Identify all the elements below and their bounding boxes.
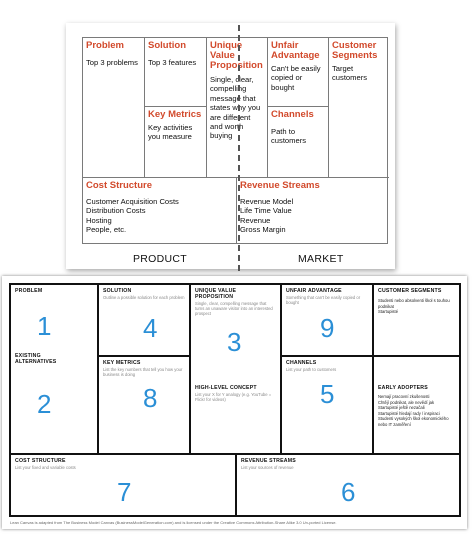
solution-title: SOLUTION <box>103 288 132 294</box>
uvp-title: UNIQUE VALUE PROPOSITION <box>195 288 237 300</box>
top-cost-structure-lines <box>86 197 233 235</box>
cost-structure-cell <box>11 455 237 515</box>
early-adopter-note: Startupisté ještě nezačali <box>378 405 425 411</box>
channels-cell <box>282 357 374 455</box>
top-uvp-body: Single, clear, compelling message that states why you are different and worth buying <box>210 75 261 141</box>
top-key-metrics-title: Key Metrics <box>148 109 202 120</box>
top-lean-canvas-grid <box>82 37 388 244</box>
top-customer-segments-title: Customer Segments <box>332 40 378 61</box>
uvp-number: 3 <box>227 327 242 357</box>
top-customer-segments-body: Target customers <box>332 64 368 83</box>
unfair-advantage-title: UNFAIR ADVANTAGE <box>286 288 342 294</box>
existing-alternatives-number: 2 <box>37 389 52 419</box>
top-revenue-line: Revenue Model <box>240 197 294 206</box>
customer-segment-note: Studenti nebo absolventi škol s touhou podnikat <box>378 298 450 309</box>
key-metrics-number: 8 <box>143 383 158 413</box>
top-revenue-line: Life Time Value <box>240 206 292 216</box>
unfair-advantage-number: 9 <box>320 313 335 343</box>
cost-structure-number: 7 <box>117 477 132 507</box>
top-solution-title: Solution <box>148 40 186 51</box>
high-level-concept-hint: List your X for Y analogy (e.g. YouTube = Flickr for videos) <box>195 392 272 403</box>
revenue-streams-title: REVENUE STREAMS <box>241 458 296 464</box>
channels-hint: List your path to customers <box>286 367 337 372</box>
early-adopters-title: EARLY ADOPTERS <box>378 385 428 391</box>
top-revenue-line: Gross Margin <box>240 225 286 235</box>
top-key-metrics-cell <box>145 107 207 178</box>
channels-title: CHANNELS <box>286 360 317 366</box>
top-cost-line: Customer Acquisition Costs <box>86 197 179 206</box>
solution-hint: Outline a possible solution for each problem <box>103 295 185 300</box>
early-adopter-note: Chtějí podnikat, ale nevědí jak <box>378 399 435 405</box>
revenue-streams-cell <box>237 455 461 515</box>
top-uvp-title: Unique Value Proposition <box>210 40 263 71</box>
cost-structure-title: COST STRUCTURE <box>15 458 66 464</box>
top-channels-body: Path to customers <box>271 127 307 146</box>
early-adopter-note: Studenti vysokých škol ekonomického nebo IT zaměření <box>378 416 449 427</box>
license-footnote: Lean Canvas is adapted from The Business Model Canvas (BusinessModelGeneration.com) and is licensed under the Creative Commons Attribution-Share Alike 3.0 Un-ported License. <box>10 520 337 525</box>
problem-cell <box>11 285 99 455</box>
high-level-concept-title: HIGH-LEVEL CONCEPT <box>195 385 257 391</box>
unfair-advantage-cell <box>282 285 374 357</box>
top-problem-body: Top 3 problems <box>86 58 138 67</box>
top-key-metrics-body: Key activities you measure <box>148 123 193 142</box>
customer-segments-title: CUSTOMER SEGMENTS <box>378 288 442 294</box>
top-problem-title: Problem <box>86 40 125 51</box>
uvp-hint: Single, clear, compelling message that turns an unaware visitor into an interested prospect <box>195 301 273 317</box>
problem-number: 1 <box>37 311 52 341</box>
uvp-cell <box>191 285 282 455</box>
key-metrics-hint: List the key numbers that tell you how your business is doing <box>103 367 183 378</box>
early-adopters-cell <box>374 357 461 455</box>
top-revenue-streams-cell <box>237 178 389 243</box>
early-adopter-note: Startupisté hledají rady / inspiraci <box>378 410 440 416</box>
problem-title: PROBLEM <box>15 288 43 294</box>
top-cost-structure-cell <box>83 178 237 243</box>
cost-structure-hint: List your fixed and variable costs <box>15 465 76 470</box>
top-solution-cell <box>145 38 207 107</box>
top-channels-title: Channels <box>271 109 314 120</box>
channels-number: 5 <box>320 379 335 409</box>
top-revenue-streams-title: Revenue Streams <box>240 180 320 191</box>
top-problem-cell <box>83 38 145 178</box>
top-cost-line: Distribution Costs <box>86 206 146 216</box>
customer-segments-notes <box>378 298 457 315</box>
unfair-advantage-hint: Something that can't be easily copied or bought <box>286 295 361 306</box>
customer-segments-cell <box>374 285 461 357</box>
early-adopters-notes <box>378 394 458 428</box>
high-level-concept-block <box>195 385 277 402</box>
solution-number: 4 <box>143 313 158 343</box>
revenue-streams-hint: List your sources of revenue <box>241 465 294 470</box>
key-metrics-title: KEY METRICS <box>103 360 141 366</box>
early-adopters-block <box>378 385 458 428</box>
key-metrics-cell <box>99 357 191 455</box>
top-revenue-line: Revenue <box>240 215 271 225</box>
top-revenue-streams-lines <box>240 197 386 235</box>
top-unfair-advantage-title: Unfair Advantage <box>271 40 320 61</box>
customer-segment-note: Startupisté <box>378 309 399 315</box>
top-channels-cell <box>268 107 329 178</box>
product-market-divider <box>238 25 240 271</box>
early-adopter-note: Nemají pracovní zkušenosti <box>378 394 430 399</box>
top-solution-body: Top 3 features <box>148 58 197 67</box>
top-customer-segments-cell <box>329 38 389 178</box>
top-cost-line: People, etc. <box>86 225 127 235</box>
top-unfair-advantage-cell <box>268 38 329 107</box>
top-cost-structure-title: Cost Structure <box>86 180 152 191</box>
product-label: PRODUCT <box>133 253 188 265</box>
market-label: MARKET <box>298 253 344 265</box>
bottom-lean-canvas-grid <box>9 283 461 517</box>
existing-alternatives-title: EXISTING ALTERNATIVES <box>15 353 57 365</box>
revenue-streams-number: 6 <box>341 477 356 507</box>
top-unfair-advantage-body: Can't be easily copied or bought <box>271 64 321 92</box>
solution-cell <box>99 285 191 357</box>
top-cost-line: Hosting <box>86 215 112 225</box>
